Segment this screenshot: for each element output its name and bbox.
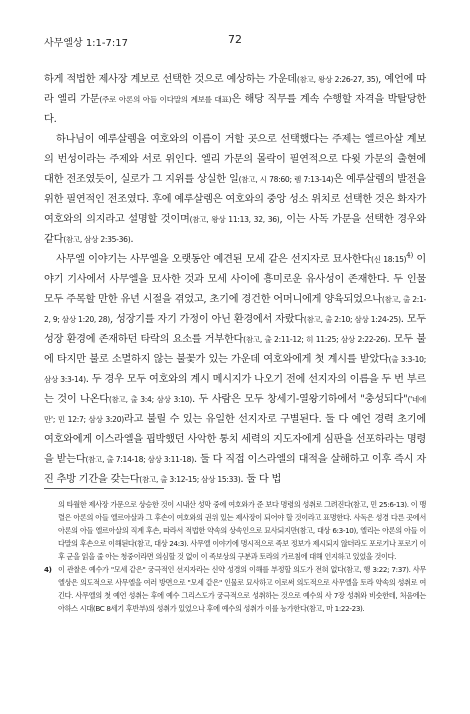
paragraph-1: 하게 적법한 제사장 계보로 선택한 것으로 예상하는 가운데(참고, 왕상 2:26-27, 35), 예언에 따라 엘리 가문(주로 아론의 아들 이다말의 계보를 대표)은 해당 직무를 계속 수행할 자격을 박탈당한다. [44,74,426,125]
scripture-reference: (신 18:15) [371,255,407,264]
scripture-reference: (참고, 삼상 2:35-36) [63,235,131,244]
footnote-4 [44,563,426,615]
scripture-reference: (참고, 출 2:10; 삼상 1:24-25) [303,315,401,324]
page-header [44,34,426,50]
footnote-divider [44,488,164,489]
paragraph-2: 하나님이 예루살렘을 여호와의 이름이 거할 곳으로 선택했다는 주제는 엘르아살 계보의 번성이라는 주제와 서로 위인다. 엘리 가문의 몰락이 필연적으로 다윗 가문의 출현에 대한 전조였듯이, 실로가 그 지위를 상실한 일(참고, 시 78:60; 렘 7:13-14)은 예루살렘의 발전을 위한 필연적인 전조였다. 후에 예루살렘은 여호와의 중앙 성소 위치로 선택한 것은 화자가 여호와의 의지라고 설명할 것이며(참고, 왕상 11:13, 32, 36), 이는 사독 가문을 선택한 경우와 같다(참고, 삼상 2:35-36). [44,134,426,245]
running-head: 사무엘상 1:1-7:17 [44,38,128,49]
scripture-reference: (참고, 출 7:14-18; 삼상 3:11-18) [85,455,194,464]
scripture-reference: (참고, 출 3:12-15; 삼상 15:33) [139,475,241,484]
scripture-reference: (참고, 시 78:60; 렘 7:13-14) [238,175,334,184]
scripture-reference: ('네에만'; 민 12:7; 삼상 3:20) [44,395,426,424]
main-text [44,70,426,490]
scripture-reference: (참고, 출 3:4; 삼상 3:10) [108,395,192,404]
footnotes [44,498,426,615]
footnote-text: 의 타월한 제사장 가문으로 상승한 것이 시내산 성막 중에 여호와가 준 보다 명령의 성취로 그려진다(참고, 민 25:6-13). 이 맹렬은 아론의 아들 엘르아살과 그 후손이 여호와의 권위 있는 제사장이 되어야 할 것이라고 표명한다. 사독은 성경 다른 곳에서 아론의 아들 엘르아살의 직계 후손, 따라서 적법한 약속의 상속인으로 묘사되지만(참고, 대상 6:3-10), 엘리는 아론의 아들 이다말의 후손으로 이해된다(참고, 대상 24:3). 사무엘 이야기에 명시적으로 족보 정보가 제시되지 않더라도 포로기나 포로기 이후 군을 읽을 줄 아는 청중이라면 의심할 것 없이 이 족보상의 구분과 토라의 가르침에 대해 인지하고 있었을 것이다. [58,500,426,561]
scripture-reference: (참고, 왕상 11:13, 32, 36) [189,215,280,224]
footnote-text: 이 관찰은 예수가 "모세 같은" 궁극적인 선지자라는 신약 성경의 이해를 부정할 의도가 전혀 없다(참고, 행 3:22; 7:37). 사무엘상은 의도적으로 사무엘을 여러 방면으로 "모세 같은" 인물로 묘사하고 이로써 의도적으로 사무엘을 토라 약속의 성취로 여긴다. 사무엘의 첫 예언 성취는 후에 예수 그리스도가 궁극적으로 성취하는 것으로 예수의 사 7장 성취와 비슷한데, 처음에는 아하스 시대(BC 8세기 후반부)의 성취가 있었으나 후에 예수의 성취가 이를 능가한다(참고, 마 1:22-23). [58,565,426,613]
scripture-reference: (참고, 출 2:1-2, 9; 삼상 1:20, 28) [44,295,427,324]
scripture-reference: (주로 아론의 아들 이다말의 계보를 대표) [99,95,232,104]
paragraph-3: 사무엘 이야기는 사무엘을 오랫동안 예견된 모세 같은 선지자로 묘사한다(신 18:15)$^{4)}$ 이야기 기사에서 사무엘을 묘사한 것과 모세 사이에 흥미로운 유사성이 존재한다. 두 인물 모두 주목할 만한 유년 시절을 겪었고, 초기에 경건한 어머니에게 양육되었으나(참고, 출 2:1-2, 9; 삼상 1:20, 28), 성장기를 자기 가정이 아닌 환경에서 자랐다(참고, 출 2:10; 삼상 1:24-25). 모두 성장 환경에 존재하던 타락의 요소를 거부한다(참고, 출 2:11-12; 히 11:25; 삼상 2:22-26). 모두 불에 타지만 불로 소멸하지 않는 불꽃가 있는 가운데 여호와에게 첫 계시를 받았다(출 3:3-10; 삼상 3:3-14). 두 경우 모두 여호와의 계시 메시지가 나오기 전에 선지자의 이름을 두 번 부르는 것이 나온다(참고, 출 3:4; 삼상 3:10). 두 사람은 모두 창세기-열왕기하에서 "충성되다"('네에만'; 민 12:7; 삼상 3:20)라고 불릴 수 있는 유일한 선지자로 구별된다. 둘 다 예언 경력 초기에 여호와에게 이스라엘을 핍박했던 사악한 통치 세력의 지도자에게 심판을 선포하라는 명령을 받는다(참고, 출 7:14-18; 삼상 3:11-18). 둘 다 직접 이스라엘의 대적을 살해하고 이후 즉시 자진 추방 기간을 갖는다(참고, 출 3:12-15; 삼상 15:33). 둘 다 법 [44,251,427,485]
footnote-continued [44,498,426,563]
scripture-reference: (참고, 왕상 2:26-27, 35) [296,75,379,84]
footnote-marker[interactable]: 4) [406,251,413,260]
footnote-number: 4) [44,565,52,574]
scripture-reference: (참고, 출 2:11-12; 히 11:25; 삼상 2:22-26) [243,335,388,344]
scripture-reference: (출 3:3-10; 삼상 3:3-14) [44,355,426,384]
page-number: 72 [228,33,242,46]
